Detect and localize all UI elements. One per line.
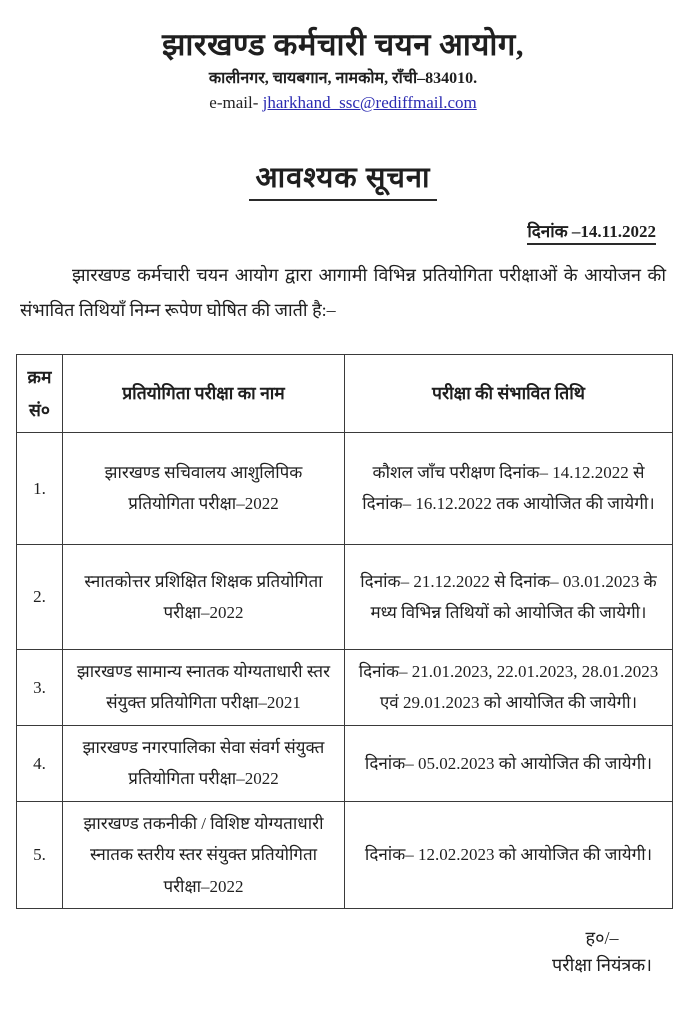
cell-serial: 1.	[17, 432, 63, 544]
table-header-row	[17, 355, 673, 433]
table-row	[17, 801, 673, 908]
cell-serial: 4.	[17, 725, 63, 801]
table-row	[17, 725, 673, 801]
date-line: दिनांक –14.11.2022	[0, 219, 656, 242]
cell-exam-date: दिनांक– 21.12.2022 से दिनांक– 03.01.2023 के मध्य विभिन्न तिथियों को आयोजित की जायेगी।	[345, 544, 673, 649]
exam-schedule-table	[16, 354, 673, 909]
cell-exam-date: दिनांक– 21.01.2023, 22.01.2023, 28.01.2023 एवं 29.01.2023 को आयोजित की जायेगी।	[345, 649, 673, 725]
table-row	[17, 649, 673, 725]
table-row	[17, 544, 673, 649]
intro-paragraph: झारखण्ड कर्मचारी चयन आयोग द्वारा आगामी विभिन्न प्रतियोगिता परीक्षाओं के आयोजन की संभावित तिथियाँ निम्न रूपेण घोषित की जाती है:–	[20, 265, 666, 321]
org-name: झारखण्ड कर्मचारी चयन आयोग,	[161, 27, 525, 62]
table-row	[17, 432, 673, 544]
org-address: कालीनगर, चायबगान, नामकोम, राँची–834010.	[208, 69, 478, 87]
cell-exam-name: झारखण्ड नगरपालिका सेवा संवर्ग संयुक्त प्रतियोगिता परीक्षा–2022	[63, 725, 345, 801]
cell-exam-date: दिनांक– 12.02.2023 को आयोजित की जायेगी।	[345, 801, 673, 908]
column-header-serial: क्रम सं०	[17, 355, 63, 433]
email-line	[0, 92, 686, 113]
signature-sd: ह०/–	[585, 928, 619, 948]
cell-serial: 3.	[17, 649, 63, 725]
email-link[interactable]: jharkhand_ssc@rediffmail.com	[262, 92, 477, 112]
cell-exam-name: झारखण्ड सचिवालय आशुलिपिक प्रतियोगिता परीक्षा–2022	[63, 432, 345, 544]
cell-exam-date: कौशल जाँच परीक्षण दिनांक– 14.12.2022 से दिनांक– 16.12.2022 तक आयोजित की जायेगी।	[345, 432, 673, 544]
cell-exam-name: स्नातकोत्तर प्रशिक्षित शिक्षक प्रतियोगिता परीक्षा–2022	[63, 544, 345, 649]
letterhead	[0, 26, 686, 113]
cell-serial: 5.	[17, 801, 63, 908]
signature-block	[0, 925, 652, 979]
cell-serial: 2.	[17, 544, 63, 649]
column-header-exam-date: परीक्षा की संभावित तिथि	[345, 355, 673, 433]
cell-exam-name: झारखण्ड तकनीकी / विशिष्ट योग्यताधारी स्नातक स्तरीय स्तर संयुक्त प्रतियोगिता परीक्षा–2022	[63, 801, 345, 908]
cell-exam-name: झारखण्ड सामान्य स्नातक योग्यताधारी स्तर संयुक्त प्रतियोगिता परीक्षा–2021	[63, 649, 345, 725]
email-label: e-mail-	[209, 92, 259, 112]
signature-designation: परीक्षा नियंत्रक।	[552, 955, 652, 975]
column-header-exam-name: प्रतियोगिता परीक्षा का नाम	[63, 355, 345, 433]
cell-exam-date: दिनांक– 05.02.2023 को आयोजित की जायेगी।	[345, 725, 673, 801]
page-title: आवश्यक सूचना	[249, 157, 436, 201]
